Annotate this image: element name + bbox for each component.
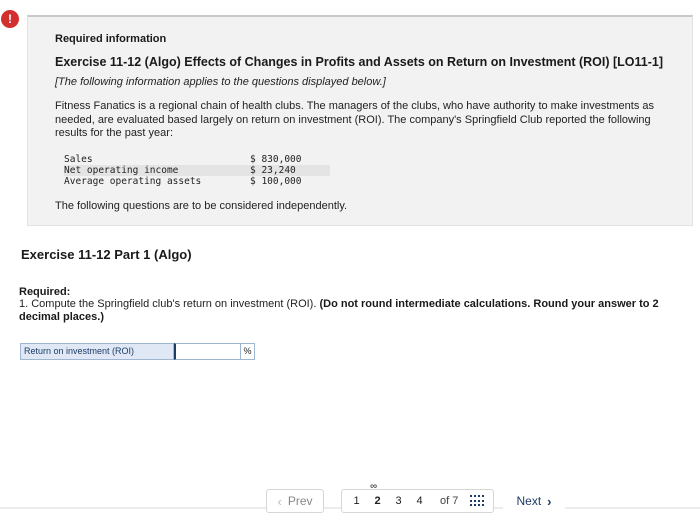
percent-unit: % [241,343,255,360]
current-page-number: 2 [374,495,381,507]
required-information-heading: Required information [55,33,167,45]
roi-input[interactable] [174,343,241,360]
row-value: $ 100,000 [250,176,302,187]
required-label: Required: [19,286,71,298]
page-navigator [341,481,494,513]
next-label: Next [516,494,542,508]
table-row [64,165,330,176]
page-link-4[interactable]: 4 [416,495,423,507]
chevron-left-icon: ‹ [277,493,282,509]
independent-note: The following questions are to be considered independently. [55,200,348,212]
next-button[interactable] [503,489,565,513]
table-row [64,176,330,187]
page-link-3[interactable]: 3 [395,495,402,507]
prev-button[interactable] [266,489,324,513]
question-text [19,298,689,324]
page-total: of 7 [440,495,459,507]
exercise-title: Exercise 11-12 (Algo) Effects of Changes in Profits and Assets on Return on Investment (ROI) [LO11-1] [55,55,663,69]
roi-answer-row [20,343,255,360]
row-value: $ 830,000 [250,154,302,165]
page-link-2[interactable] [367,481,388,507]
grid-icon[interactable] [470,495,484,507]
row-label: Average operating assets [64,176,202,187]
question-prefix: 1. Compute the Springfield club's return on investment (ROI). [19,298,317,310]
table-row [64,154,330,165]
chevron-right-icon: › [547,493,552,509]
row-label: Net operating income [64,165,250,176]
required-information-panel [27,15,693,226]
page-link-1[interactable]: 1 [353,495,360,507]
problem-description: Fitness Fanatics is a regional chain of health clubs. The managers of the clubs, who have authority to make investments as needed, are evaluated based largely on return on investment (ROI). The company's Springfield Club reported the following results for the past year: [55,100,655,139]
exercise-part-heading: Exercise 11-12 Part 1 (Algo) [21,247,192,262]
applies-note: [The following information applies to the questions displayed below.] [55,76,386,88]
link-icon: ∞ [370,481,378,492]
question-instructions: (Do not round intermediate calculations. Round your answer to 2 decimal places.) [19,298,659,323]
financial-data-table [64,154,330,187]
roi-label: Return on investment (ROI) [20,343,174,360]
prev-label: Prev [287,494,313,508]
row-value: $ 23,240 [250,165,330,176]
row-label: Sales [64,154,93,165]
alert-icon: ! [1,10,19,28]
